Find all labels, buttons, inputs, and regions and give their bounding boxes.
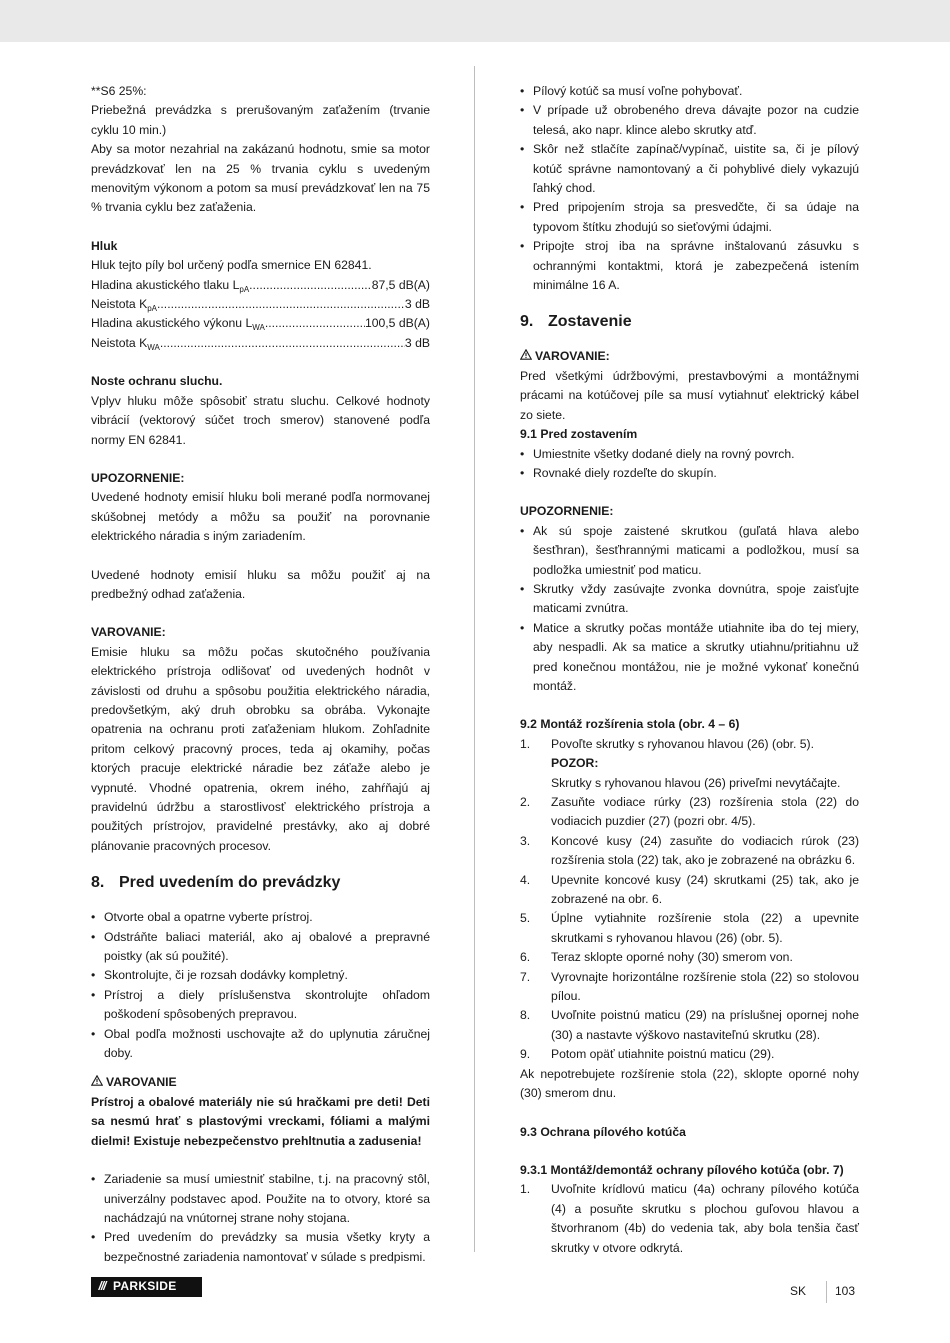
- section-number: 9.: [520, 313, 534, 331]
- spec-label: Neistota K: [91, 297, 148, 312]
- list-item: • Umiestnite všetky dodané diely na rovný povrch.: [520, 445, 859, 464]
- hearing-heading: Noste ochranu sluchu.: [91, 374, 223, 389]
- step-text: Teraz sklopte oporné nohy (30) smerom von.: [551, 950, 793, 965]
- step-number: 7.: [520, 969, 531, 984]
- spec-value: 100,5 dB(A): [364, 316, 430, 331]
- s6-text-2: Aby sa motor nezahrial na zakázanú hodnotu, smie sa motor prevádzkovať len na 25 % trvania cyklu s uvedeným menovitým výkonom a potom sa musí prevádzkovať len na 75 % trvania cyklu bez zaťaženia.: [91, 142, 430, 215]
- list-item: • Odstráňte baliaci materiál, ako aj obalové a prepravné poistky (ak sú použité).: [91, 928, 430, 967]
- step-text: Koncové kusy (24) zasuňte do vodiacich rúrok (23) rozšírenia stola (22) tak, ako je zobrazené na obrázku 6.: [551, 833, 859, 868]
- page-number: 103: [835, 1284, 856, 1299]
- list-item: • Obal podľa možnosti uschovajte až do uplynutia záručnej doby.: [91, 1025, 430, 1064]
- s6-text: Priebežná prevádzka s prerušovaným zaťažením (trvanie cyklu 10 min.): [91, 103, 430, 137]
- spec-row: [91, 334, 430, 353]
- step-item: [520, 1006, 859, 1045]
- top-bar: [0, 0, 950, 42]
- s93-heading: 9.3 Ochrana pílového kotúča: [520, 1124, 686, 1139]
- step-item: [520, 1180, 859, 1258]
- step-number: 1.: [520, 736, 531, 751]
- list-item: • Matice a skrutky počas montáže utiahnite iba do tej miery, aby nespadli. Ak sa matice a skrutky utiahnu/pritiahnu už pred konečnou montážou, nie je možné vykonať konečnú montáž.: [520, 619, 859, 697]
- right-column: [520, 82, 859, 1258]
- s931-steps: [520, 1180, 859, 1258]
- step-text: Vyrovnajte horizontálne rozšírenie stola (22) so stolovou pílou.: [551, 969, 859, 1004]
- list-item: • Prístroj a diely príslušenstva skontrolujte ohľadom poškodení spôsobených prepravou.: [91, 986, 430, 1025]
- spec-row: [91, 314, 430, 333]
- section-8-heading: [91, 872, 430, 894]
- list-item: • Ak sú spoje zaistené skrutkou (guľatá hlava alebo šesťhran), šesťhrannými maticami a podložkou, musí sa podložka umiestniť pod maticu.: [520, 522, 859, 580]
- step-item: [520, 735, 859, 793]
- left-column: [91, 82, 430, 1267]
- notice-heading: UPOZORNENIE:: [520, 504, 614, 519]
- section-title: Pred uvedením do prevádzky: [119, 874, 341, 892]
- warning-2-heading-row: [91, 1073, 430, 1092]
- warning-heading: VAROVANIE:: [535, 349, 610, 364]
- spec-sub: pA: [239, 284, 250, 294]
- logo-stripes: ///: [98, 1279, 106, 1294]
- notice-list: [520, 522, 859, 697]
- step-number: 2.: [520, 795, 531, 809]
- step-text: Potom opäť utiahnite poistnú maticu (29).: [551, 1047, 775, 1062]
- hearing-text: Vplyv hluku môže spôsobiť stratu sluchu. Celkové hodnoty vibrácií (vektorový súčet troch smerov) stanovené podľa normy EN 62841.: [91, 393, 430, 447]
- step-item: [520, 871, 859, 910]
- warning-2-heading: VAROVANIE: [106, 1075, 177, 1090]
- step-text: Úplne vytiahnite rozšírenie stola (22) a upevnite skrutkami s ryhovanou hlavou (26) (obr. 5).: [551, 911, 859, 945]
- column-divider: [474, 66, 475, 1252]
- warning-heading-row: [520, 347, 859, 366]
- list-item: • Zariadenie sa musí umiestniť stabilne, t.j. na pracovný stôl, univerzálny podstavec apod. Použite na to otvory, ktoré sa nachádzajú na vnútornej strane nohy stojana.: [91, 1170, 430, 1228]
- list-item: • Rovnaké diely rozdeľte do skupín.: [520, 464, 859, 483]
- list-item: • Pripojte stroj iba na správne inštalovanú zásuvku s ochrannými kontaktmi, ktorá je zabezpečená istením minimálne 16 A.: [520, 237, 859, 295]
- list-item: • Pred pripojením stroja sa presvedčte, či sa údaje na typovom štítku zhodujú so sieťovými údajmi.: [520, 198, 859, 237]
- s92-after: Ak nepotrebujete rozšírenie stola (22), sklopte oporné nohy (30) smerom dnu.: [520, 1066, 859, 1101]
- spec-value: 3 dB: [404, 335, 430, 350]
- list-item: • Skôr než stlačíte zapínač/vypínač, uistite sa, či je pílový kotúč správne namontovaný a či pohyblivé diely vykazujú ľahký chod.: [520, 140, 859, 198]
- s931-heading: 9.3.1 Montáž/demontáž ochrany pílového kotúča (obr. 7): [520, 1162, 844, 1177]
- list-item: • Skrutky vždy zasúvajte zvonka dovnútra, spoje zaisťujte maticami zvnútra.: [520, 580, 859, 619]
- step-item: [520, 948, 859, 967]
- step-number: 3.: [520, 833, 531, 848]
- spec-label: Neistota K: [91, 335, 148, 350]
- step-number: 1.: [520, 1182, 531, 1197]
- precheck-list: [520, 82, 859, 295]
- spec-sub: WA: [147, 342, 160, 352]
- section-9-heading: [520, 311, 859, 333]
- hluk-text: Hluk tejto píly bol určený podľa smernice EN 62841.: [91, 258, 372, 273]
- warning-text: Pred všetkými údržbovými, prestavbovými a montážnymi prácami na kotúčovej píle sa musí vytiahnuť elektrický kábel zo siete.: [520, 368, 859, 422]
- spec-sub: WA: [252, 323, 265, 333]
- notice-heading: UPOZORNENIE:: [91, 470, 185, 485]
- step-text: Povoľte skrutky s ryhovanou hlavou (26) (obr. 5).: [551, 736, 815, 751]
- s92-heading: 9.2 Montáž rozšírenia stola (obr. 4 – 6): [520, 717, 740, 732]
- notice-text-1: Uvedené hodnoty emisií hluku boli merané podľa normovanej skúšobnej metódy a môžu sa použiť na porovnanie elektrického náradia s iným zariadením.: [91, 490, 430, 544]
- step-item: [520, 793, 859, 832]
- spec-value: 87,5 dB(A): [371, 277, 430, 292]
- list-item: • V prípade už obrobeného dreva dávajte pozor na cudzie telesá, ako napr. klince alebo skrutky atď.: [520, 101, 859, 140]
- spec-value: 3 dB: [404, 297, 430, 312]
- list-item: • Otvorte obal a opatrne vyberte prístroj.: [91, 908, 430, 927]
- step-item: [520, 909, 859, 948]
- warning-heading: VAROVANIE:: [91, 625, 166, 640]
- warning-text: Emisie hluku sa môžu počas skutočného používania elektrického prístroja odlišovať od uvedených hodnôt v závislosti od druhu a spôsobu použitia elektrického náradia, predovšetkým, aký druh obrobku sa obrába. Vykonajte opatrenia na ochranu proti zaťaženiam hlukom. Zohľadnite pritom celkový pracovný proces, teda aj okamihy, počas ktorých pracuje elektrické náradie bez záťaže alebo je vypnuté. Vhodné opatrenia, okrem iného, zahŕňajú aj pravidelnú údržbu a starostlivosť elektrického prístroja a použitých prístrojov, pravidelné prestávky, ako aj dobré plánovanie pracovných procesov.: [91, 644, 430, 853]
- warning-triangle-icon: [91, 1073, 106, 1092]
- step-text: Zasuňte vodiace rúrky (23) rozšírenia stola (22) do vodiacich puzdier (27) (pozri obr. 4/5).: [551, 795, 859, 829]
- spec-label: Hladina akustického výkonu L: [91, 316, 253, 331]
- s92-steps: [520, 735, 859, 1065]
- section-8-list: [91, 908, 430, 1063]
- setup-list: [91, 1170, 430, 1267]
- spec-label: Hladina akustického tlaku L: [91, 277, 240, 292]
- step-text: Upevnite koncové kusy (24) skrutkami (25) tak, ako je zobrazené na obr. 6.: [551, 872, 859, 907]
- step-text: Uvoľnite krídlovú maticu (4a) ochrany pílového kotúča (4) a posuňte skrutku s plochou guľovou hlavou a štvorhranom (4b) do vedenia tak, aby bola tenšia časť skrutky v otvore odkrytá.: [551, 1182, 859, 1255]
- list-item: • Skontrolujte, či je rozsah dodávky kompletný.: [91, 966, 430, 985]
- step-item: [520, 1045, 859, 1064]
- step-text: Uvoľnite poistnú maticu (29) na príslušnej opornej nohe (30) a nastavte výškovo nastaviteľnú skrutku (28).: [551, 1008, 859, 1042]
- parkside-logo: [91, 1277, 202, 1297]
- hluk-heading: Hluk: [91, 238, 118, 253]
- s91-heading: 9.1 Pred zostavením: [520, 427, 638, 442]
- notice-text-2: Uvedené hodnoty emisií hluku sa môžu použiť aj na predbežný odhad zaťaženia.: [91, 567, 430, 601]
- list-item: • Pílový kotúč sa musí voľne pohybovať.: [520, 82, 859, 101]
- warning-2-text: Prístroj a obalové materiály nie sú hračkami pre deti! Deti sa nesmú hrať s plastovými vreckami, fóliami a malými dielmi! Existuje nebezpečenstvo prehltnutia a zadusenia!: [91, 1094, 430, 1148]
- page-footer: [790, 1281, 855, 1303]
- step-number: 9.: [520, 1047, 531, 1062]
- s6-title: **S6 25%:: [91, 84, 147, 98]
- step-number: 6.: [520, 950, 531, 965]
- language-code: SK: [790, 1284, 807, 1299]
- spec-sub: pA: [147, 304, 158, 314]
- caution-label: POZOR:: [551, 756, 599, 771]
- caution-text: Skrutky s ryhovanou hlavou (26) priveľmi nevytáčajte.: [551, 775, 841, 790]
- step-item: [520, 832, 859, 871]
- step-number: 8.: [520, 1008, 531, 1023]
- section-title: Zostavenie: [548, 313, 632, 331]
- s91-list: [520, 445, 859, 484]
- step-number: 5.: [520, 911, 531, 926]
- spec-row: [91, 295, 430, 314]
- logo-brand: PARKSIDE: [113, 1279, 177, 1294]
- step-item: [520, 968, 859, 1007]
- footer-divider: [826, 1281, 827, 1303]
- spec-row: [91, 276, 430, 295]
- warning-triangle-icon: [520, 347, 535, 366]
- step-number: 4.: [520, 872, 531, 887]
- list-item: • Pred uvedením do prevádzky sa musia všetky kryty a bezpečnostné zariadenia namontovať v súlade s predpismi.: [91, 1228, 430, 1267]
- noise-specs: [91, 276, 430, 354]
- section-number: 8.: [91, 874, 105, 892]
